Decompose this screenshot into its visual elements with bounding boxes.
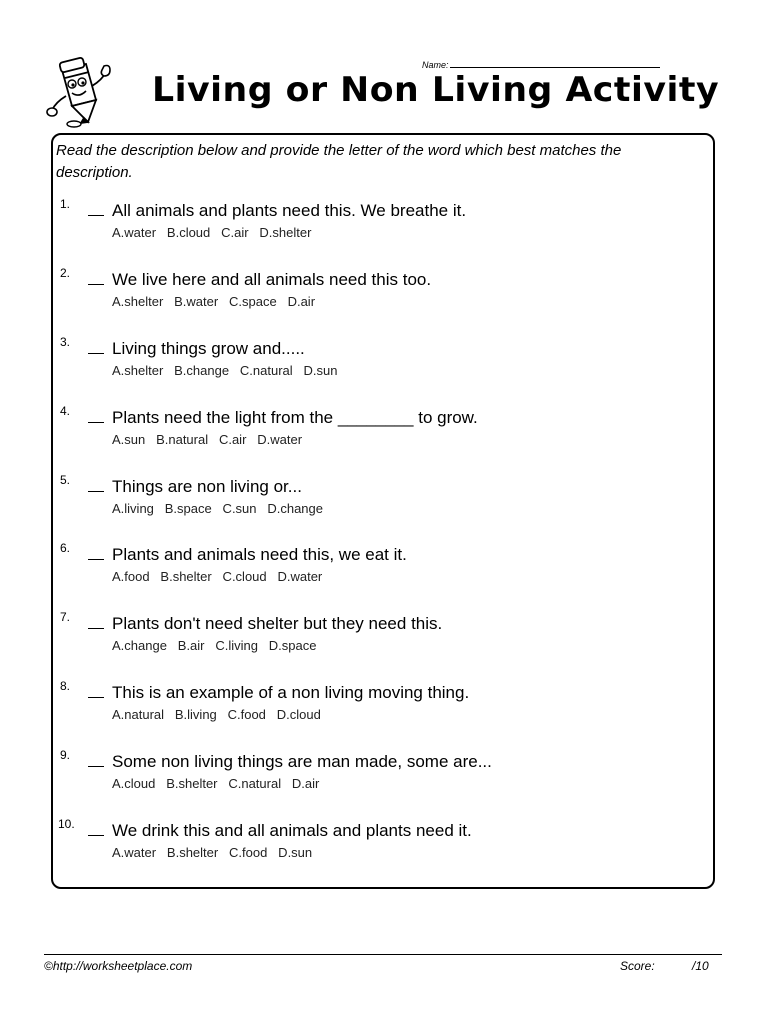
instructions-text: Read the description below and provide the letter of the word which best matches the description. <box>56 142 622 181</box>
question-text: All animals and plants need this. We breathe it. <box>112 201 467 220</box>
name-label: Name: <box>422 60 449 70</box>
question-number: 9. <box>60 748 71 762</box>
answer-blank[interactable] <box>88 821 104 836</box>
question-row <box>88 201 466 221</box>
pencil-mascot-icon <box>44 56 122 128</box>
question-row <box>88 683 469 703</box>
question-row <box>88 821 472 841</box>
question-text: Some non living things are man made, some are... <box>112 752 492 771</box>
question-text: Living things grow and..... <box>112 339 305 358</box>
footer-divider <box>44 954 722 955</box>
question-row <box>88 477 302 497</box>
question-text: Plants and animals need this, we eat it. <box>112 545 407 564</box>
answer-options: A.change B.air C.living D.space <box>112 638 317 653</box>
answer-blank[interactable] <box>88 201 104 216</box>
answer-blank[interactable] <box>88 408 104 423</box>
question-text: We drink this and all animals and plants need it. <box>112 821 472 840</box>
question-text: We live here and all animals need this too. <box>112 270 432 289</box>
answer-options: A.living B.space C.sun D.change <box>112 501 323 516</box>
question-number: 2. <box>60 266 71 280</box>
question-text: Things are non living or... <box>112 477 302 496</box>
answer-blank[interactable] <box>88 752 104 767</box>
question-number: 6. <box>60 541 71 555</box>
answer-blank[interactable] <box>88 339 104 354</box>
question-row <box>88 545 407 565</box>
question-row <box>88 408 478 428</box>
answer-options: A.shelter B.change C.natural D.sun <box>112 363 338 378</box>
question-row <box>88 752 492 772</box>
question-text: Plants need the light from the ________ to grow. <box>112 408 478 427</box>
question-number: 8. <box>60 679 71 693</box>
copyright-text: ©http://worksheetplace.com <box>44 959 193 973</box>
answer-options: A.sun B.natural C.air D.water <box>112 432 303 447</box>
question-row <box>88 614 442 634</box>
answer-options: A.natural B.living C.food D.cloud <box>112 707 321 722</box>
score-label: Score: <box>620 959 655 973</box>
score-value: /10 <box>692 959 709 973</box>
answer-blank[interactable] <box>88 614 104 629</box>
answer-blank[interactable] <box>88 270 104 285</box>
answer-blank[interactable] <box>88 545 104 560</box>
question-number: 4. <box>60 404 71 418</box>
question-text: Plants don't need shelter but they need this. <box>112 614 443 633</box>
answer-blank[interactable] <box>88 683 104 698</box>
question-row <box>88 270 431 290</box>
question-row <box>88 339 305 359</box>
question-number: 5. <box>60 473 71 487</box>
question-number: 3. <box>60 335 71 349</box>
name-field[interactable] <box>422 59 660 70</box>
answer-options: A.shelter B.water C.space D.air <box>112 294 316 309</box>
answer-blank[interactable] <box>88 477 104 492</box>
name-underline <box>450 59 660 68</box>
answer-options: A.water B.shelter C.food D.sun <box>112 845 313 860</box>
question-number: 1. <box>60 197 71 211</box>
question-text: This is an example of a non living moving thing. <box>112 683 470 702</box>
question-number: 7. <box>60 610 71 624</box>
page-title: Living or Non Living Activity <box>152 70 720 110</box>
answer-options: A.food B.shelter C.cloud D.water <box>112 569 323 584</box>
answer-options: A.water B.cloud C.air D.shelter <box>112 225 312 240</box>
question-number: 10. <box>58 817 75 831</box>
answer-options: A.cloud B.shelter C.natural D.air <box>112 776 320 791</box>
